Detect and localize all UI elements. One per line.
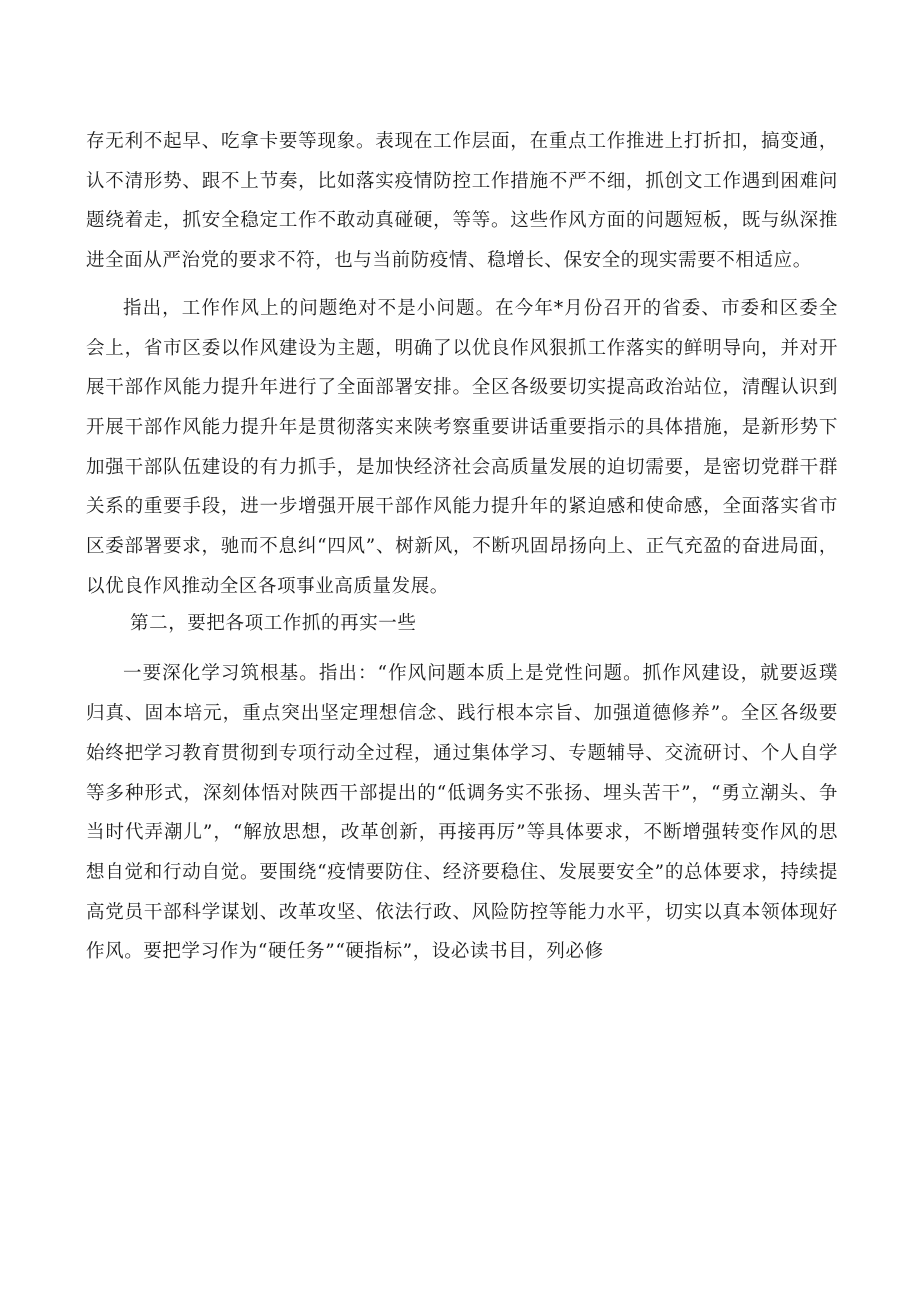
paragraph-deepen-learning: 一要深化学习筑根基。指出：“作风问题本质上是党性问题。抓作风建设，就要返璞归真、固本培元，重点突出坚定理想信念、践行根本宗旨、加强道德修养”。全区各级要始终把学习教育贯彻到专项行动全过程，通过集体学习、专题辅导、交流研讨、个人自学等多种形式，深刻体悟对陕西干部提出的“低调务实不张扬、埋头苦干”，“勇立潮头、争当时代弄潮儿”，“解放思想，改革创新，再接再厉”等具体要求，不断增强转变作风的思想自觉和行动自觉。要围绕“疫情要防住、经济要稳住、发展要安全”的总体要求，持续提高党员干部科学谋划、改革攻坚、依法行政、风险防控等能力水平，切实以真本领体现好作风。要把学习作为“硬任务”“硬指标”，设必读书目，列必修 (86, 663, 838, 963)
paragraph-work-style-problems: 指出，工作作风上的问题绝对不是小问题。在今年*月份召开的省委、市委和区委全会上，省市区委以作风建设为主题，明确了以优良作风狠抓工作落实的鲜明导向，并对开展干部作风能力提升年进行了全面部署安排。全区各级要切实提高政治站位，清醒认识到开展干部作风能力提升年是贯彻落实来陕考察重要讲话重要指示的具体措施，是新形势下加强干部队伍建设的有力抓手，是加快经济社会高质量发展的迫切需要，是密切党群干群关系的重要手段，进一步增强开展干部作风能力提升年的紧迫感和使命感，全面落实省市区委部署要求，驰而不息纠“四风”、树新风，不断巩固昂扬向上、正气充盈的奋进局面，以优良作风推动全区各项事业高质量发展。 (86, 297, 838, 597)
document-body (86, 122, 838, 972)
paragraph-continuation: 存无利不起早、吃拿卡要等现象。表现在工作层面，在重点工作推进上打折扣，搞变通，认不清形势、跟不上节奏，比如落实疫情防控工作措施不严不细，抓创文工作遇到困难问题绕着走，抓安全稳定工作不敢动真碰硬，等等。这些作风方面的问题短板，既与纵深推进全面从严治党的要求不符，也与当前防疫情、稳增长、保安全的现实需要不相适应。 (86, 131, 838, 272)
section-heading-second: 第二，要把各项工作抓的再实一些 (130, 613, 417, 635)
